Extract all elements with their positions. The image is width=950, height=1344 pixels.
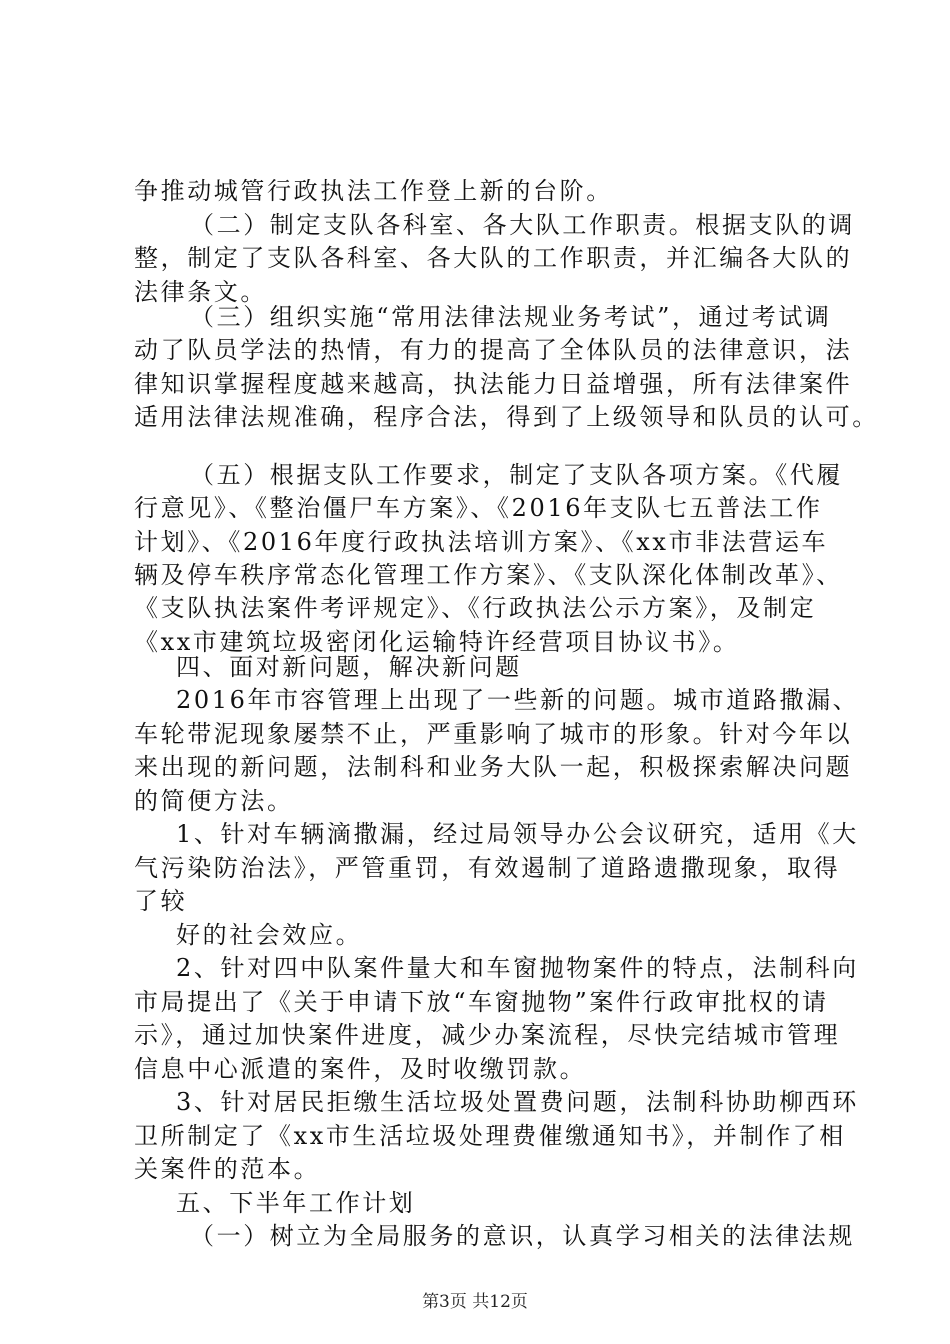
text-line: （三）组织实施“常用法律法规业务考试”，通过考试调 (190, 303, 832, 331)
section-heading: 五、下半年工作计划 (176, 1189, 416, 1217)
text-line: 动了队员学法的热情，有力的提高了全体队员的法律意识，法 (134, 336, 853, 364)
text-line: 了较 (134, 887, 188, 915)
section-heading: 四、面对新问题，解决新问题 (176, 653, 522, 681)
text-line: 整，制定了支队各科室、各大队的工作职责，并汇编各大队的 (134, 244, 853, 272)
text-line: （五）根据支队工作要求，制定了支队各项方案。《代履 (190, 461, 843, 489)
text-line: 气污染防治法》，严管重罚，有效遏制了道路遗撒现象，取得 (134, 854, 841, 882)
text-line: 法律条文。 (134, 278, 267, 306)
text-line: 市局提出了《关于申请下放“车窗抛物”案件行政审批权的请 (134, 988, 829, 1016)
text-line: 卫所制定了《xx市生活垃圾处理费催缴通知书》，并制作了相 (134, 1122, 846, 1150)
text-line: 2、针对四中队案件量大和车窗抛物案件的特点，法制科向 (176, 954, 859, 982)
text-line: 《xx市建筑垃圾密闭化运输特许经营项目协议书》。 (134, 628, 740, 656)
text-line: 争推动城管行政执法工作登上新的台阶。 (134, 177, 613, 205)
text-line: 好的社会效应。 (176, 921, 363, 949)
text-line: 车轮带泥现象屡禁不止，严重影响了城市的形象。针对今年以 (134, 720, 853, 748)
text-line: 律知识掌握程度越来越高，执法能力日益增强，所有法律案件 (134, 370, 853, 398)
text-line: 来出现的新问题，法制科和业务大队一起，积极探索解决问题 (134, 753, 853, 781)
text-line: 辆及停车秩序常态化管理工作方案》、《支队深化体制改革》、 (134, 561, 843, 589)
text-line: 3、针对居民拒缴生活垃圾处置费问题，法制科协助柳西环 (176, 1088, 859, 1116)
text-line: 信息中心派遣的案件，及时收缴罚款。 (134, 1055, 587, 1083)
text-line: 适用法律法规准确，程序合法，得到了上级领导和队员的认可。 (134, 403, 879, 431)
page-footer: 第3页 共12页 (422, 1292, 528, 1312)
text-line: 计划》、《2016年度行政执法培训方案》、《xx市非法营运车 (134, 528, 829, 556)
text-line: 关案件的范本。 (134, 1155, 321, 1183)
text-line: （一）树立为全局服务的意识，认真学习相关的法律法规 (190, 1222, 855, 1250)
text-line: 的简便方法。 (134, 787, 294, 815)
text-line: 2016年市容管理上出现了一些新的问题。城市道路撒漏、 (176, 686, 860, 714)
text-line: （二）制定支队各科室、各大队工作职责。根据支队的调 (190, 211, 855, 239)
text-line: 行意见》、《整治僵尸车方案》、《2016年支队七五普法工作 (134, 494, 823, 522)
text-line: 《支队执法案件考评规定》、《行政执法公示方案》，及制定 (134, 594, 817, 622)
text-line: 示》，通过加快案件进度，减少办案流程，尽快完结城市管理 (134, 1021, 841, 1049)
text-line: 1、针对车辆滴撒漏，经过局领导办公会议研究，适用《大 (176, 820, 859, 848)
